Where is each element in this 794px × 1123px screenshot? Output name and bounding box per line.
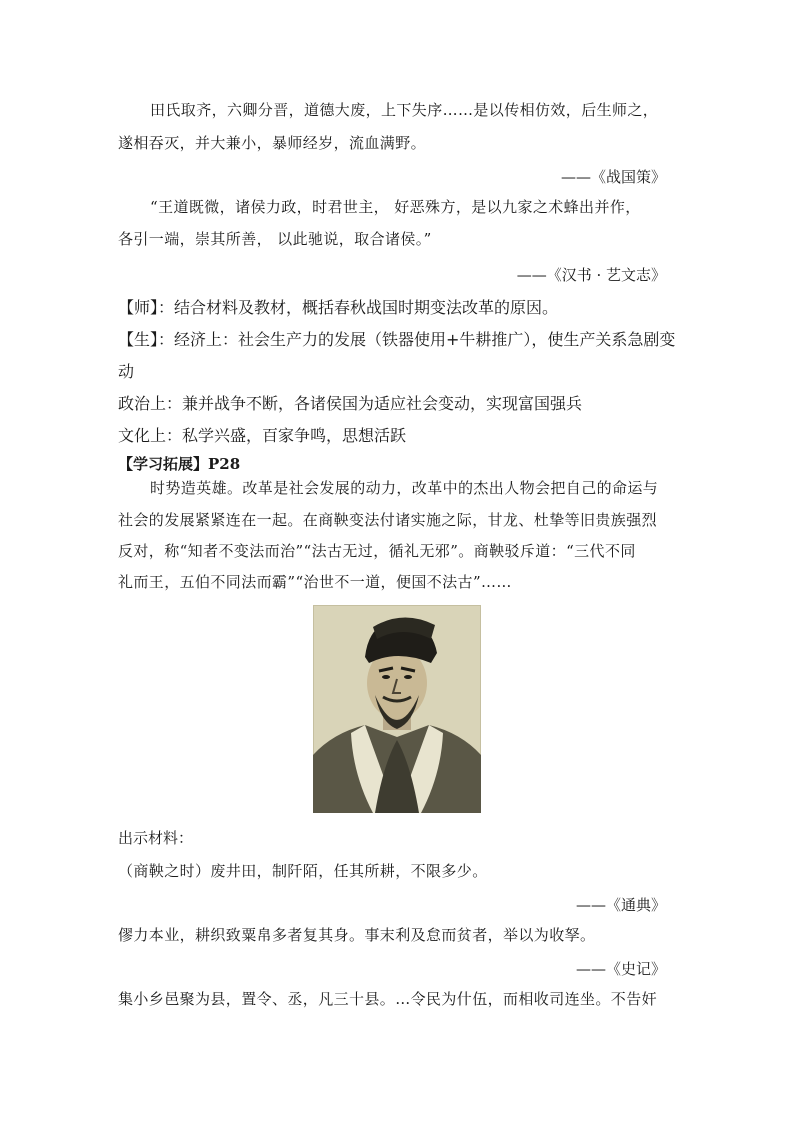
student-economy-cont: 动 — [118, 362, 135, 381]
teacher-prompt — [118, 298, 558, 317]
passage1-line2: 遂相吞灭，并大兼小，暴师经岁，流血满野。 — [118, 134, 427, 152]
material-1: （商鞅之时）废井田，制阡陌，任其所耕，不限多少。 — [118, 862, 488, 880]
passage1-line1: 田氏取齐，六卿分晋，道德大废，上下失序……是以传相仿效，后生师之， — [150, 101, 659, 119]
extension-line3: 反对，称“知者不变法而治”“法古无过，循礼无邪”。商鞅驳斥道：“三代不同 — [118, 542, 636, 560]
teacher-tag: 【师】 — [118, 298, 159, 317]
passage2-line1: “王道既微，诸侯力政，时君世主， 好恶殊方，是以九家之术蜂出并作， — [150, 198, 641, 216]
teacher-text: ：结合材料及教材，概括春秋战国时期变法改革的原因。 — [158, 298, 559, 317]
student-economy: ：经济上：社会生产力的发展（铁器使用+牛耕推广），使生产关系急剧变 — [158, 330, 676, 349]
passage1-source: ——《战国策》 — [560, 168, 666, 186]
material-2: 僇力本业，耕织致粟帛多者复其身。事末利及怠而贫者，举以为收孥。 — [118, 926, 596, 944]
extension-line4: 礼而王，五伯不同法而霸”“治世不一道，便国不法古”…… — [118, 573, 512, 591]
student-tag: 【生】 — [118, 330, 159, 349]
extension-line2: 社会的发展紧紧连在一起。在商鞅变法付诸实施之际，甘龙、杜挚等旧贵族强烈 — [118, 511, 658, 529]
passage2-source: ——《汉书 · 艺文志》 — [516, 266, 666, 284]
shang-yang-portrait — [313, 605, 481, 813]
passage2-line2: 各引一端，崇其所善， 以此驰说，取合诸侯。” — [118, 230, 432, 248]
material-1-source: ——《通典》 — [575, 896, 666, 914]
materials-heading: 出示材料： — [118, 829, 194, 847]
student-culture: 文化上：私学兴盛，百家争鸣，思想活跃 — [118, 426, 407, 445]
student-politics: 政治上：兼并战争不断，各诸侯国为适应社会变动，实现富国强兵 — [118, 394, 583, 413]
material-2-source: ——《史记》 — [575, 960, 666, 978]
extension-line1: 时势造英雄。改革是社会发展的动力，改革中的杰出人物会把自己的命运与 — [150, 479, 659, 497]
student-answer — [118, 330, 675, 349]
extension-heading: 【学习拓展】P28 — [118, 455, 241, 473]
material-3: 集小乡邑聚为县，置令、丞，凡三十县。…令民为什伍，而相收司连坐。不告奸 — [118, 990, 658, 1008]
